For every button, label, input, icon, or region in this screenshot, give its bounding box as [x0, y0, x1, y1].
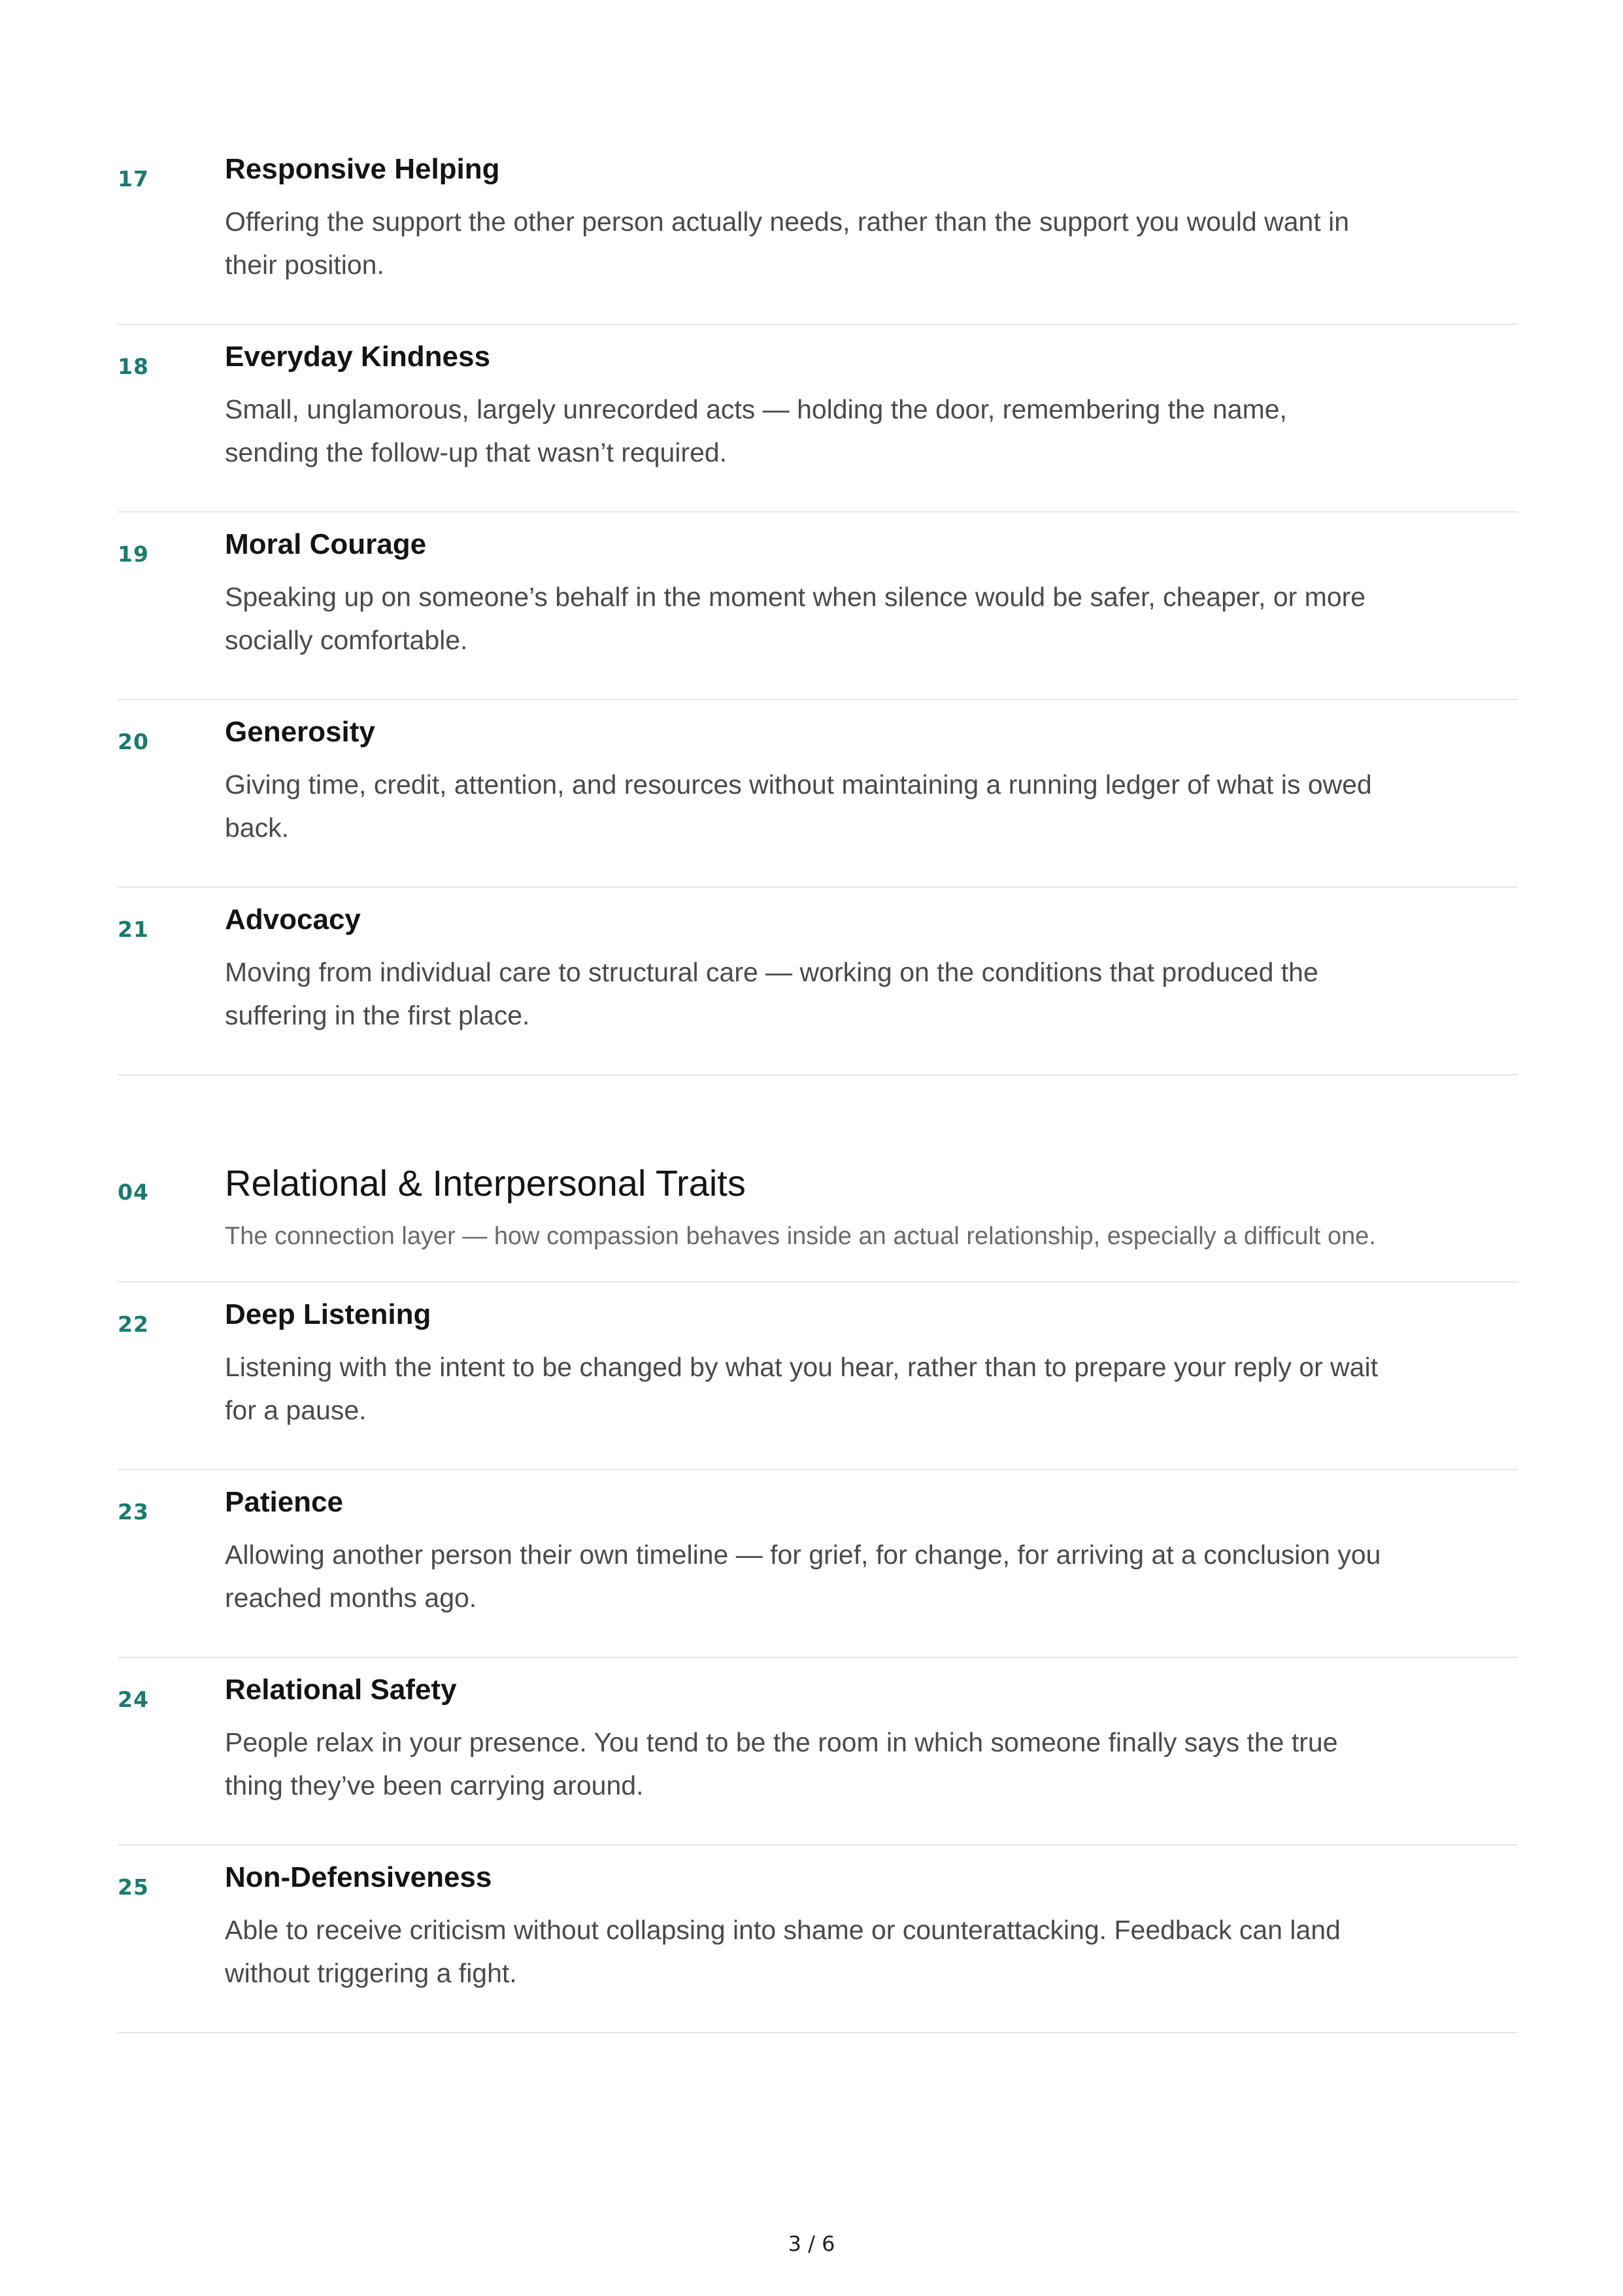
trait-description: Allowing another person their own timeline — for grief, for change, for arriving at a conclusion you reached months ago. [225, 1540, 1381, 1613]
trait-title: Non-Defensiveness [225, 1861, 492, 1893]
trait-item [118, 1470, 1518, 1658]
section-header [118, 1075, 1518, 1283]
trait-item [118, 137, 1518, 325]
trait-title: Patience [225, 1486, 343, 1518]
trait-title: Generosity [225, 716, 375, 748]
trait-number: 21 [118, 917, 149, 942]
trait-title: Deep Listening [225, 1298, 431, 1330]
trait-title: Advocacy [225, 903, 361, 936]
trait-title: Moral Courage [225, 528, 427, 560]
trait-number: 23 [118, 1499, 149, 1525]
trait-number: 25 [118, 1874, 149, 1900]
trait-number: 17 [118, 166, 149, 192]
trait-item [118, 1846, 1518, 2033]
trait-title: Responsive Helping [225, 153, 500, 185]
trait-number: 20 [118, 729, 149, 754]
trait-description: Speaking up on someone’s behalf in the moment when silence would be safer, cheaper, or more socially comfortable. [225, 582, 1366, 655]
trait-number: 24 [118, 1687, 149, 1712]
trait-item [118, 1658, 1518, 1846]
trait-item [118, 700, 1518, 888]
trait-description: Small, unglamorous, largely unrecorded acts — holding the door, remembering the name, sending the follow-up that wasn’t required. [225, 394, 1287, 467]
trait-item [118, 1283, 1518, 1470]
trait-description: Moving from individual care to structural care — working on the conditions that produced the suffering in the first place. [225, 957, 1318, 1030]
section-title: Relational & Interpersonal Traits [225, 1162, 746, 1204]
section-description: The connection layer — how compassion behaves inside an actual relationship, especially a difficult one. [225, 1223, 1376, 1250]
trait-number: 19 [118, 541, 149, 567]
trait-description: Able to receive criticism without collapsing into shame or counterattacking. Feedback can land without triggering a fight. [225, 1915, 1341, 1988]
page-number: 3 / 6 [788, 2231, 835, 2256]
trait-list [118, 137, 1518, 2033]
trait-item [118, 888, 1518, 1075]
section-number: 04 [118, 1179, 149, 1205]
trait-description: Offering the support the other person actually needs, rather than the support you would want in their position. [225, 207, 1350, 280]
trait-description: People relax in your presence. You tend to be the room in which someone finally says the true thing they’ve been carrying around. [225, 1727, 1338, 1800]
trait-description: Listening with the intent to be changed by what you hear, rather than to prepare your reply or wait for a pause. [225, 1352, 1379, 1425]
trait-number: 22 [118, 1311, 149, 1337]
trait-item [118, 325, 1518, 513]
trait-title: Relational Safety [225, 1674, 457, 1706]
trait-item [118, 513, 1518, 700]
trait-title: Everyday Kindness [225, 341, 490, 373]
trait-number: 18 [118, 354, 149, 379]
trait-description: Giving time, credit, attention, and resources without maintaining a running ledger of what is owed back. [225, 769, 1372, 843]
